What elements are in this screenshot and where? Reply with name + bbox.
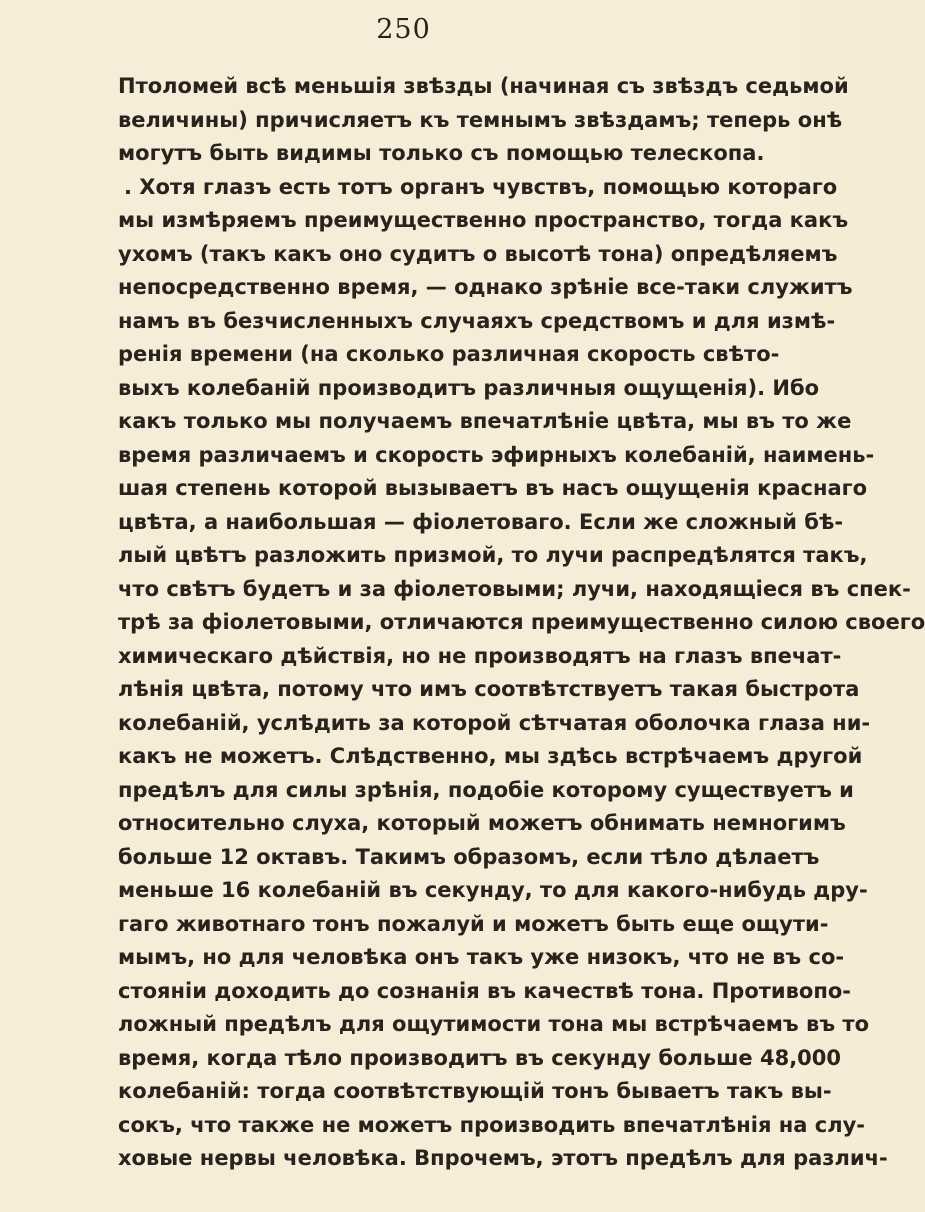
text-line: мымъ, но для человѣка онъ такъ уже низокъ, что не въ со- bbox=[118, 945, 845, 969]
text-line: какъ только мы получаемъ впечатлѣніе цвѣта, мы въ то же bbox=[118, 409, 852, 433]
text-line: лый цвѣтъ разложить призмой, то лучи распредѣлятся такъ, bbox=[118, 543, 868, 567]
text-line: меньше 16 колебаній въ секунду, то для какого-нибудь дру- bbox=[118, 878, 868, 902]
text-line: какъ не можетъ. Слѣдственно, мы здѣсь встрѣчаемъ другой bbox=[118, 744, 863, 768]
text-line: предѣлъ для силы зрѣнія, подобіе которому существуетъ и bbox=[118, 777, 854, 802]
text-line: шая степень которой вызываетъ въ насъ ощущенія краснаго bbox=[118, 476, 868, 500]
text-line: лѣнія цвѣта, потому что имъ соотвѣтствуетъ такая быстрота bbox=[118, 677, 860, 701]
text-line: время, когда тѣло производитъ въ секунду больше 48,000 bbox=[118, 1045, 842, 1070]
text-line: Птоломей всѣ меньшія звѣзды (начиная съ звѣздъ седьмой bbox=[118, 74, 849, 98]
text-line: время различаемъ и скорость эфирныхъ колебаній, наимень- bbox=[118, 442, 875, 467]
text-line: ховые нервы человѣка. Впрочемъ, этотъ предѣлъ для различ- bbox=[118, 1146, 888, 1170]
text-line: цвѣта, а наибольшая — фіолетоваго. Если же сложный бѣ- bbox=[118, 509, 844, 534]
text-line: . Хотя глазъ есть тотъ органъ чувствъ, помощью котораго bbox=[124, 174, 838, 199]
text-line: сокъ, что также не можетъ производить впечатлѣнія на слу- bbox=[118, 1112, 866, 1137]
text-line: ухомъ (такъ какъ оно судитъ о высотѣ тона) опредѣляемъ bbox=[118, 241, 838, 266]
text-line: непосредственно время, — однако зрѣніе все-таки служитъ bbox=[118, 275, 853, 299]
text-line: ложный предѣлъ для ощутимости тона мы встрѣчаемъ въ то bbox=[118, 1012, 870, 1036]
page-number: 250 bbox=[376, 14, 431, 45]
text-line: величины) причисляетъ къ темнымъ звѣздамъ; теперь онѣ bbox=[118, 107, 843, 132]
text-line: химическаго дѣйствія, но не производятъ на глазъ впечат- bbox=[118, 643, 842, 668]
text-line: выхъ колебаній производитъ различныя ощущенія). Ибо bbox=[118, 375, 820, 400]
text-line: что свѣтъ будетъ и за фіолетовыми; лучи, находящіеся въ спек- bbox=[118, 576, 911, 601]
body-text bbox=[118, 70, 925, 1176]
text-line: гаго животнаго тонъ пожалуй и можетъ быть еще ощути- bbox=[118, 911, 829, 936]
text-line: могутъ быть видимы только съ помощью телескопа. bbox=[118, 141, 765, 165]
text-line: намъ въ безчисленныхъ случаяхъ средствомъ и для измѣ- bbox=[118, 308, 836, 333]
text-line: колебаній: тогда соотвѣтствующій тонъ бываетъ такъ вы- bbox=[118, 1079, 832, 1103]
text-line: мы измѣряемъ преимущественно пространство, тогда какъ bbox=[118, 208, 849, 232]
text-line: колебаній, услѣдить за которой сѣтчатая оболочка глаза ни- bbox=[118, 710, 871, 735]
text-line: относительно слуха, который можетъ обнимать немногимъ bbox=[118, 811, 846, 835]
text-line: стояніи доходить до сознанія въ качествѣ тона. Противопо- bbox=[118, 978, 852, 1003]
text-line: ренія времени (на сколько различная скорость свѣто- bbox=[118, 342, 780, 366]
text-line: больше 12 октавъ. Такимъ образомъ, если тѣло дѣлаетъ bbox=[118, 844, 820, 869]
text-line: трѣ за фіолетовыми, отличаются преимущественно силою своего bbox=[118, 610, 925, 634]
